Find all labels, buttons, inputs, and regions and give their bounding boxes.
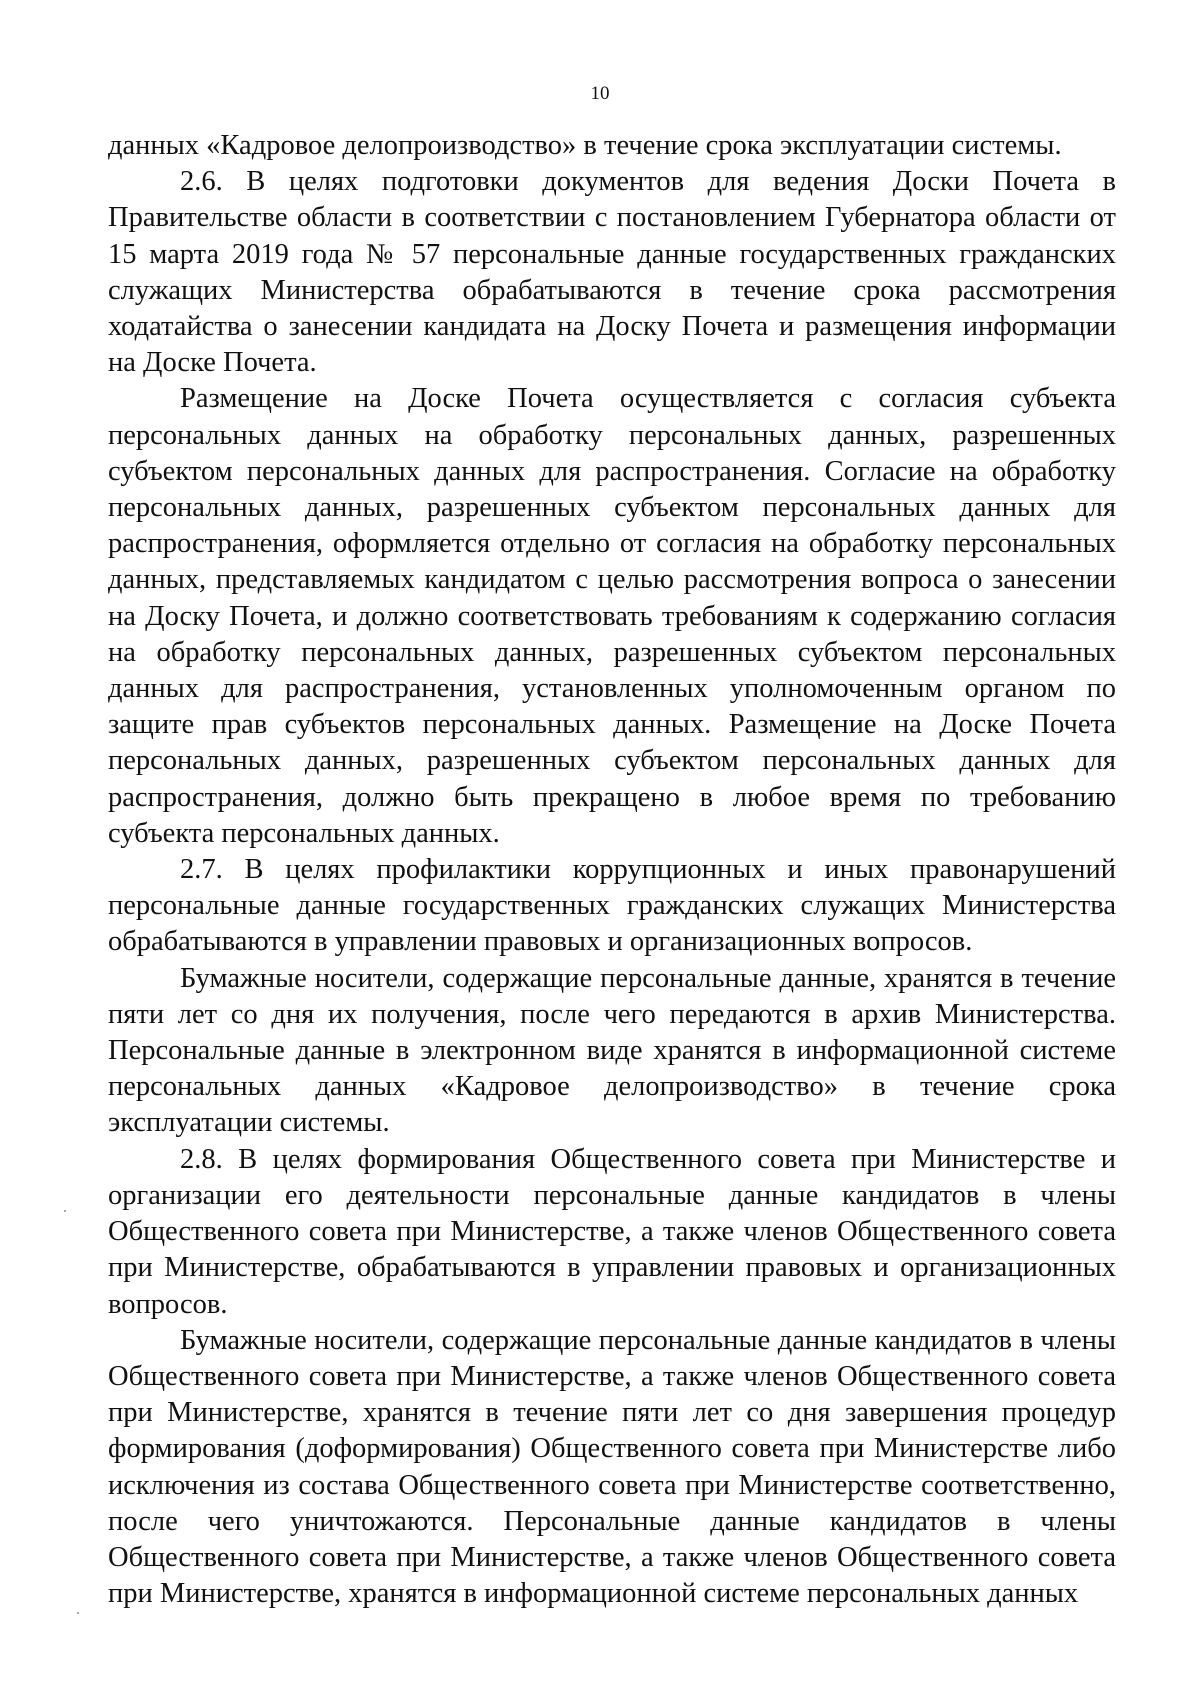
paragraph-paper-media-storage: Бумажные носители, содержащие персональные данные, хранятся в течение пяти лет со дня их получения, после чего передаются в архив Министерства. Персональные данные в электронном виде хранятся в информационной системе персональных данных «Кадровое делопроизводство» в течение срока эксплуатации системы. (108, 962, 1116, 1139)
paragraph-2-6: 2.6. В целях подготовки документов для ведения Доски Почета в Правительстве области в соответствии с постановлением Губернатора области от 15 марта 2019 года № 57 персональные данные государственных гражданских служащих Министерства обрабатываются в течение срока рассмотрения ходатайства о занесении кандидата на Доску Почета и размещения информации на Доске Почета. (108, 166, 1116, 379)
paragraph-continuation: данных «Кадровое делопроизводство» в течение срока эксплуатации системы. (108, 130, 1062, 161)
document-body (108, 128, 1116, 1612)
scan-speck (64, 1210, 66, 1212)
paragraph-2-7: 2.7. В целях профилактики коррупционных и иных правонарушений персональные данные государственных гражданских служащих Министерства обрабатываются в управлении правовых и организационных вопросов. (108, 854, 1116, 958)
scan-speck (77, 1612, 79, 1614)
paragraph-board-of-honor-placement: Размещение на Доске Почета осуществляется с согласия субъекта персональных данных на обработку персональных данных, разрешенных субъектом персональных данных для распространения. Согласие на обработку персональных данных, разрешенных субъектом персональных данных для распространения, оформляется отдельно от согласия на обработку персональных данных, представляемых кандидатом с целью рассмотрения вопроса о занесении на Доску Почета, и должно соответствовать требованиям к содержанию согласия на обработку персональных данных, разрешенных субъектом персональных данных для распространения, установленных уполномоченным органом по защите прав субъектов персональных данных. Размещение на Доске Почета персональных данных, разрешенных субъектом персональных данных для распространения, должно быть прекращено в любое время по требованию субъекта персональных данных. (108, 383, 1116, 849)
paragraph-2-8: 2.8. В целях формирования Общественного совета при Министерстве и организации его деятельности персональные данные кандидатов в члены Общественного совета при Министерстве, а также членов Общественного совета при Министерстве, обрабатываются в управлении правовых и организационных вопросов. (108, 1143, 1116, 1320)
paragraph-council-storage: Бумажные носители, содержащие персональные данные кандидатов в члены Общественного совета при Министерстве, а также членов Общественного совета при Министерстве, хранятся в течение пяти лет со дня завершения процедур формирования (доформирования) Общественного совета при Министерстве либо исключения из состава Общественного совета при Министерстве соответственно, после чего уничтожаются. Персональные данные кандидатов в члены Общественного совета при Министерстве, а также членов Общественного совета при Министерстве, хранятся в информационной системе персональных данных (108, 1324, 1116, 1610)
page-number: 10 (590, 83, 610, 104)
